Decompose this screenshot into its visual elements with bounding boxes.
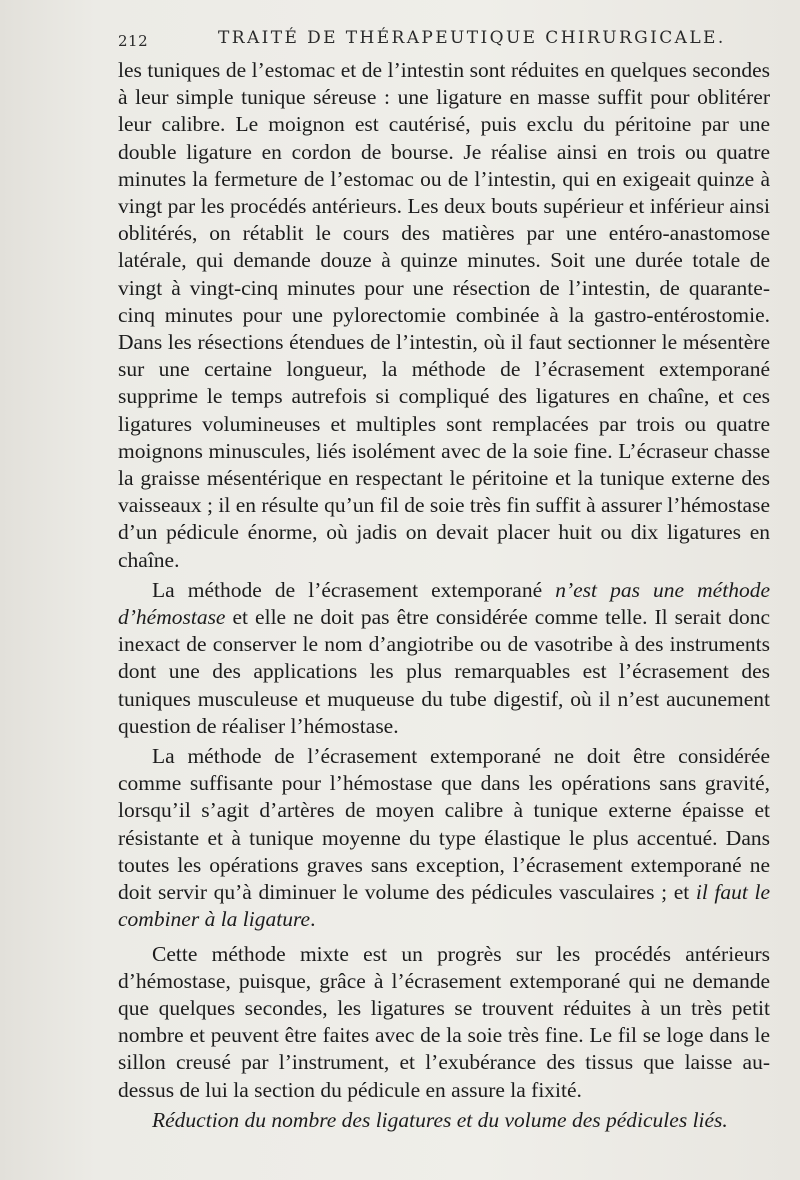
page-header [118, 20, 780, 54]
section-heading-reduction: Réduction du nombre des ligatures et du volume des pédicules liés. [152, 1107, 728, 1132]
paragraph-resection: les tuniques de l’estomac et de l’intestin sont réduites en quelques secondes à leur simple tunique séreuse : une ligature en masse suffit pour oblitérer leur calibre. Le moignon est cautérisé, puis exclu du péritoine par une double ligature en cordon de bourse. Je réalise ainsi en trois ou quatre minutes la fermeture de l’estomac ou de l’intestin, qui en exigeait quinze à vingt par les procédés antérieurs. Les deux bouts supérieur et inférieur ainsi oblitérés, on rétablit le cours des matières par une entéro-anastomose latérale, qui demande douze à quinze minutes. Soit une durée totale de vingt à vingt-cinq minutes pour une résection de l’intestin, de quarante-cinq minutes pour une pylorectomie combinée à la gastro-entérostomie. Dans les résections étendues de l’intestin, où il faut sectionner le mésentère sur une certaine longueur, la méthode de l’écrasement extemporané supprime le temps autrefois si compliqué des ligatures en chaîne, et ces ligatures volumineuses et multiples sont remplacées par trois ou quatre moignons minuscules, liés isolément avec de la soie fine. L’écraseur chasse la graisse mésentérique en respectant le péritoine et la tunique externe des vaisseaux ; il en résulte qu’un fil de soie très fin suffit à assurer l’hémostase d’un pédicule énorme, où jadis on devait placer huit ou dix ligatures en chaîne. [118, 58, 770, 572]
paragraph-mixed-method: Cette méthode mixte est un progrès sur les procédés antérieurs d’hémostase, puisque, grâce à l’écrasement extemporané qui ne demande que quelques secondes, les ligatures se trouvent réduites à un très petit nombre et peuvent être faites avec de la soie très fine. Le fil se loge dans le sillon creusé par l’instrument, et l’exubérance des tissus que laisse au-dessus de lui la section du pédicule en assure la fixité. [118, 941, 770, 1102]
running-title: TRAITÉ DE THÉRAPEUTIQUE CHIRURGICALE. [218, 28, 726, 48]
emphasis-not-hemostasis: n’est pas une méthode d’hémostase [118, 577, 770, 630]
page-number: 212 [118, 32, 149, 50]
body-text [118, 57, 770, 1134]
paragraph-sufficient-hemostasis: La méthode de l’écrasement extemporané ne doit être considérée comme suffisante pour l’hémostase que dans les opérations sans gravité, lorsqu’il s’agit d’artères de moyen calibre à tunique externe épaisse et résistante et à tunique moyenne du type élastique le plus accentué. Dans toutes les opérations graves sans exception, l’écrasement extemporané ne doit servir qu’à diminuer le volume des pédicules vasculaires ; et il faut le combiner à la ligature. [118, 744, 770, 932]
emphasis-combine-ligature: il faut le combiner à la ligature [118, 880, 770, 932]
paragraph-not-hemostasis: La méthode de l’écrasement extemporané n’est pas une méthode d’hémostase et elle ne doit pas être considérée comme telle. Il serait donc inexact de conserver le nom d’angiotribe ou de vasotribe à des instruments dont une des applications les plus remarquables est l’écrasement des tuniques musculeuse et muqueuse du tube digestif, où il n’est aucunement question de réaliser l’hémostase. [118, 577, 770, 738]
